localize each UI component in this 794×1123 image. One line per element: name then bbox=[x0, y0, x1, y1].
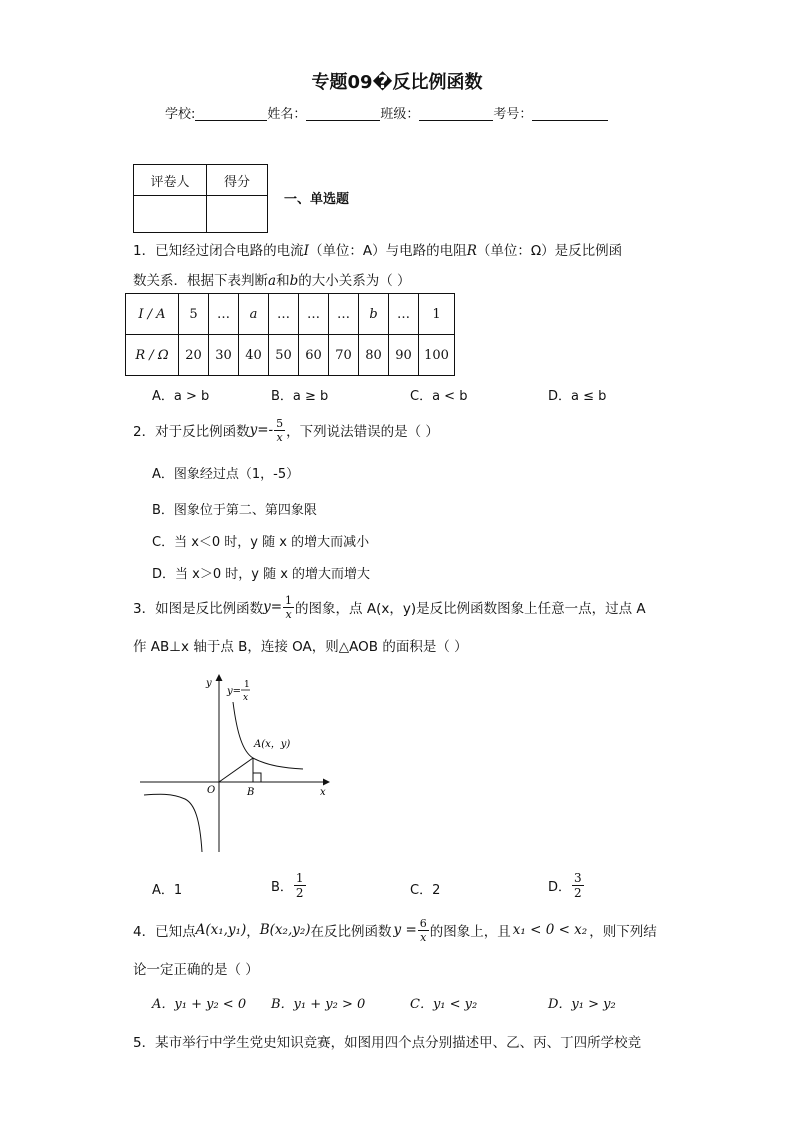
frac-den: 2 bbox=[295, 886, 304, 900]
point-a-label: A(x，y) bbox=[254, 739, 291, 750]
q1-option-c[interactable]: C．a < b bbox=[410, 389, 468, 404]
q4-stem bbox=[133, 912, 657, 948]
q4-point-a: A(x₁,y₁) bbox=[195, 922, 247, 938]
name-label: 姓名： bbox=[267, 107, 307, 122]
hyperbola-branch-3 bbox=[144, 794, 202, 852]
school-blank bbox=[195, 106, 267, 121]
q1-var-b: b bbox=[289, 273, 299, 289]
q4-eq: y = bbox=[393, 922, 417, 938]
q2-option-a[interactable]: A．图象经过点（1，-5） bbox=[152, 467, 300, 482]
hyperbola-branch-1 bbox=[233, 702, 303, 769]
q4-line2: 论一定正确的是（ ） bbox=[133, 962, 259, 978]
page-title: 专题09�反比例函数 bbox=[311, 72, 483, 93]
reviewer-header: 评卷人 bbox=[134, 165, 207, 196]
q1-var-i: I bbox=[303, 243, 309, 259]
q2-fraction bbox=[274, 418, 285, 443]
q3-option-a[interactable]: A．1 bbox=[152, 883, 183, 898]
q1-text-b: （单位：A）与电路的电阻 bbox=[308, 243, 467, 259]
table-cell: 100 bbox=[419, 335, 455, 376]
frac-num: 3 bbox=[574, 871, 582, 885]
point-b-label: B bbox=[247, 787, 255, 798]
q3-option-b[interactable] bbox=[271, 872, 307, 899]
q4-text-b: 在反比例函数 bbox=[310, 924, 392, 940]
x-axis-label: x bbox=[320, 787, 326, 798]
q2-text-a: 2．对于反比例函数 bbox=[133, 424, 250, 440]
q1-option-d[interactable]: D．a ≤ b bbox=[548, 389, 607, 404]
q3-option-b-label: B． bbox=[271, 880, 293, 895]
table-cell: 1 bbox=[419, 294, 455, 335]
score-header: 得分 bbox=[207, 165, 268, 196]
q3-fraction bbox=[283, 595, 294, 620]
q2-frac-num: 5 bbox=[276, 416, 284, 430]
figure-eq-lhs: y= bbox=[227, 686, 242, 697]
q4-fraction bbox=[418, 918, 429, 943]
q4-frac-den: x bbox=[420, 930, 427, 944]
q4-option-b[interactable]: B．y₁ + y₂ > 0 bbox=[271, 997, 366, 1012]
q2-frac-den: x bbox=[276, 430, 283, 444]
reviewer-cell bbox=[134, 196, 207, 233]
figure-eq-den: x bbox=[243, 693, 249, 703]
table-cell: … bbox=[299, 294, 329, 335]
q3-text-a: 3．如图是反比例函数 bbox=[133, 601, 264, 617]
table-row-resistance bbox=[126, 335, 455, 376]
table-cell: 70 bbox=[329, 335, 359, 376]
table-cell: I / A bbox=[126, 294, 179, 335]
table-cell: … bbox=[209, 294, 239, 335]
q1-var-a: a bbox=[268, 273, 277, 289]
q1-line2 bbox=[133, 269, 411, 289]
origin-label: O bbox=[207, 785, 216, 796]
q3-option-b-fraction bbox=[294, 872, 306, 899]
q1-option-a[interactable]: A．a > b bbox=[152, 389, 210, 404]
q1-var-r: R bbox=[466, 243, 477, 259]
q2-option-d[interactable]: D．当 x＞0 时，y 随 x 的增大而增大 bbox=[152, 567, 371, 582]
q3-option-c[interactable]: C．2 bbox=[410, 883, 441, 898]
table-cell: 30 bbox=[209, 335, 239, 376]
q2-option-c[interactable]: C．当 x＜0 时，y 随 x 的增大而减小 bbox=[152, 535, 370, 550]
q3-option-d-fraction bbox=[572, 872, 584, 899]
table-cell: … bbox=[389, 294, 419, 335]
table-cell: 60 bbox=[299, 335, 329, 376]
table-cell: 5 bbox=[179, 294, 209, 335]
q4-text-d: ，则下列结 bbox=[589, 924, 657, 940]
q2-option-b[interactable]: B．图象位于第二、第四象限 bbox=[152, 503, 317, 518]
q3-text-b: 的图象，点 A(x，y)是反比例函数图象上任意一点，过点 A bbox=[295, 601, 646, 617]
school-label: 学校: bbox=[165, 107, 196, 122]
q2-eq: y=- bbox=[249, 422, 274, 438]
q4-option-a[interactable]: A．y₁ + y₂ < 0 bbox=[152, 997, 247, 1012]
q4-condition: x₁ < 0 < x₂ bbox=[512, 922, 588, 938]
class-blank bbox=[419, 106, 493, 121]
q4-sep: ， bbox=[246, 924, 260, 940]
q1-and: 和 bbox=[276, 273, 290, 289]
table-cell: 40 bbox=[239, 335, 269, 376]
q1-line1 bbox=[133, 239, 622, 259]
q3-option-d-label: D． bbox=[548, 880, 572, 895]
q3-figure bbox=[140, 672, 340, 858]
table-cell: b bbox=[359, 294, 389, 335]
q1-text-c: （单位：Ω）是反比例函 bbox=[476, 243, 623, 259]
table-cell: 90 bbox=[389, 335, 419, 376]
table-cell: 80 bbox=[359, 335, 389, 376]
q2-stem bbox=[133, 412, 439, 448]
exam-no-label: 考号： bbox=[493, 107, 533, 122]
segment-oa bbox=[219, 758, 253, 782]
right-angle-mark bbox=[253, 773, 261, 782]
table-row-current bbox=[126, 294, 455, 335]
table-cell: 20 bbox=[179, 335, 209, 376]
q1-text-e: 的大小关系为（ ） bbox=[298, 273, 411, 289]
grade-table bbox=[133, 164, 268, 233]
table-cell: … bbox=[269, 294, 299, 335]
class-label: 班级： bbox=[380, 107, 420, 122]
q1-data-table bbox=[125, 293, 455, 376]
q3-frac-den: x bbox=[285, 607, 292, 621]
q4-option-c[interactable]: C．y₁ < y₂ bbox=[410, 997, 478, 1012]
q3-stem bbox=[133, 589, 646, 625]
table-cell: a bbox=[239, 294, 269, 335]
q1-option-b[interactable]: B．a ≥ b bbox=[271, 389, 329, 404]
q1-text-d: 数关系．根据下表判断 bbox=[133, 273, 268, 289]
frac-den: 2 bbox=[574, 886, 582, 900]
q1-text-a: 1．已知经过闭合电路的电流 bbox=[133, 243, 304, 259]
score-cell bbox=[207, 196, 268, 233]
section-title: 一、单选题 bbox=[284, 192, 350, 207]
name-blank bbox=[306, 106, 380, 121]
q3-option-d[interactable] bbox=[548, 872, 585, 899]
table-cell: … bbox=[329, 294, 359, 335]
q4-text-a: 4．已知点 bbox=[133, 924, 196, 940]
y-axis-label: y bbox=[206, 678, 212, 689]
info-line bbox=[165, 103, 608, 122]
table-cell: 50 bbox=[269, 335, 299, 376]
q4-frac-num: 6 bbox=[419, 916, 427, 930]
exam-no-blank bbox=[532, 106, 608, 121]
frac-num: 1 bbox=[295, 871, 304, 885]
q4-point-b: B(x₂,y₂) bbox=[259, 922, 311, 938]
q3-line2: 作 AB⊥x 轴于点 B，连接 OA，则△AOB 的面积是（ ） bbox=[133, 639, 468, 655]
q4-option-d[interactable]: D．y₁ > y₂ bbox=[548, 997, 616, 1012]
q3-frac-num: 1 bbox=[285, 593, 293, 607]
figure-eq-num: 1 bbox=[244, 680, 250, 690]
q5-stem: 5．某市举行中学生党史知识竞赛，如图用四个点分别描述甲、乙、丙、丁四所学校竞 bbox=[133, 1035, 642, 1051]
q4-text-c: 的图象上，且 bbox=[429, 924, 511, 940]
table-cell: R / Ω bbox=[126, 335, 179, 376]
q2-text-b: ，下列说法错误的是（ ） bbox=[286, 424, 439, 440]
q3-eq: y= bbox=[263, 599, 283, 615]
